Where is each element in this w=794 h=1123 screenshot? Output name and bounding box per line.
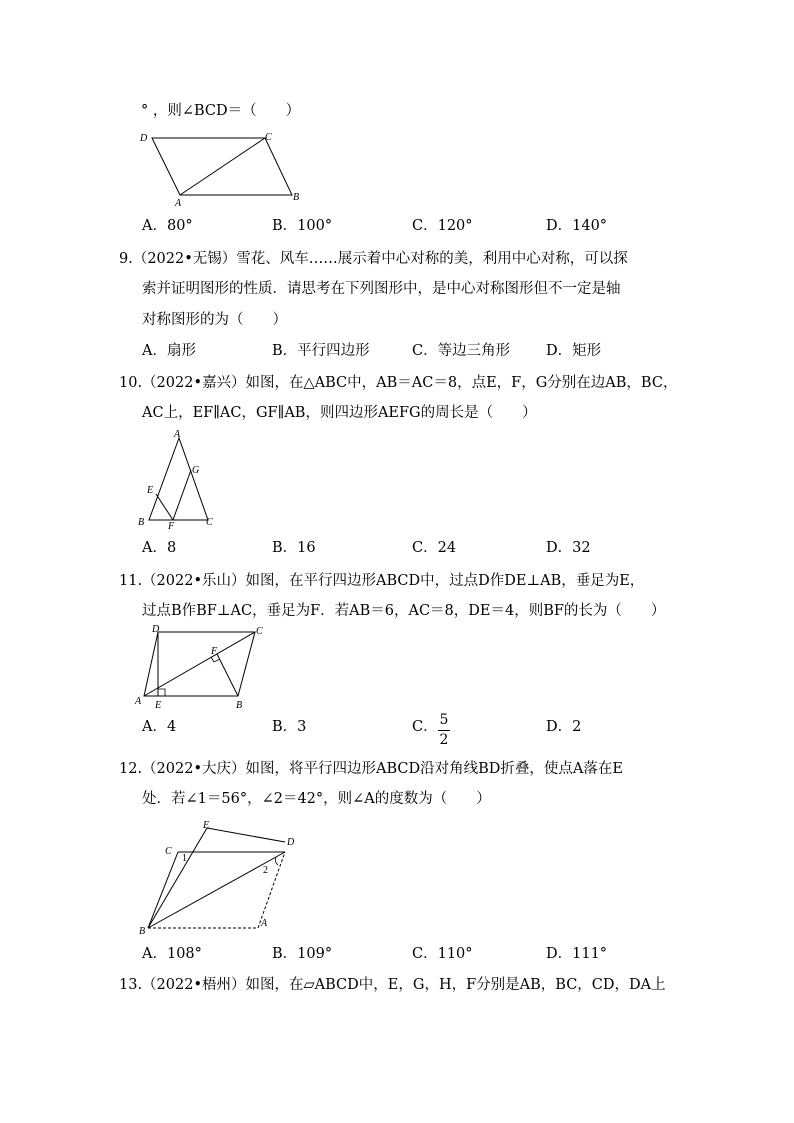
q10-label-B: B [138, 517, 145, 528]
q10-figure-triangle [130, 425, 230, 530]
q8-option-a[interactable]: A．80° [142, 218, 193, 234]
q8-figure-parallelogram [130, 128, 310, 208]
q10-label-C: C [206, 517, 213, 528]
q11-option-c[interactable]: C． [412, 719, 438, 735]
q9-line1: 9.（2022•无锡）雪花、风车……展示着中心对称的美，利用中心对称，可以探 [119, 251, 628, 267]
q10-line2: AC上，EF∥AC，GF∥AB，则四边形AEFG的周长是（ ） [142, 405, 537, 421]
q11-line2: 过点B作BF⊥AC，垂足为F．若AB＝6，AC＝8，DE＝4，则BF的长为（ ） [142, 603, 666, 619]
q12-label-A: A [261, 918, 268, 929]
q9-line3: 对称图形的为（ ） [142, 312, 287, 328]
q12-label-D: D [287, 837, 295, 848]
q12-label-angle-1: 1 [182, 853, 187, 864]
q8-label-D: D [140, 133, 148, 144]
q12-option-a[interactable]: A．108° [142, 946, 202, 962]
q10-option-b[interactable]: B．16 [272, 540, 316, 556]
q8-label-B: B [293, 192, 300, 203]
q8-label-A: A [175, 198, 182, 209]
q12-figure-folded-parallelogram [130, 818, 310, 938]
q9-option-b[interactable]: B．平行四边形 [272, 343, 370, 359]
q9-option-a[interactable]: A．扇形 [142, 343, 196, 359]
q11-label-C: C [256, 626, 263, 637]
q9-option-c[interactable]: C．等边三角形 [412, 343, 511, 359]
q12-line1: 12.（2022•大庆）如图，将平行四边形ABCD沿对角线BD折叠，使点A落在E [119, 761, 623, 777]
q8-option-c[interactable]: C．120° [412, 218, 473, 234]
q11-option-c-denominator: 2 [439, 732, 449, 748]
q12-label-E: E [203, 820, 210, 831]
q10-label-G: G [192, 465, 200, 476]
q11-label-D: D [152, 624, 160, 635]
q10-label-A: A [174, 429, 181, 440]
q11-label-F: F [211, 646, 218, 657]
q11-figure-parallelogram [130, 622, 270, 712]
q12-option-b[interactable]: B．109° [272, 946, 333, 962]
q9-line2: 索并证明图形的性质．请思考在下列图形中，是中心对称图形但不一定是轴 [142, 281, 621, 297]
q10-label-F: F [168, 521, 175, 532]
q11-option-a[interactable]: A．4 [142, 719, 177, 735]
q10-option-c[interactable]: C．24 [412, 540, 457, 556]
q12-line2: 处．若∠1＝56°，∠2＝42°，则∠A的度数为（ ） [142, 791, 491, 807]
q12-label-C: C [165, 846, 172, 857]
q12-option-d[interactable]: D．111° [546, 946, 608, 962]
q10-line1: 10.（2022•嘉兴）如图，在△ABC中，AB＝AC＝8，点E，F，G分别在边AB，BC， [119, 375, 678, 391]
q10-option-d[interactable]: D．32 [546, 540, 591, 556]
q8-label-C: C [265, 132, 272, 143]
q11-label-E: E [155, 700, 162, 711]
q11-label-B: B [236, 700, 243, 711]
q10-label-E: E [147, 485, 154, 496]
q11-option-b[interactable]: B．3 [272, 719, 307, 735]
q11-label-A: A [135, 696, 142, 707]
q12-label-angle-2: 2 [263, 865, 268, 876]
q8-option-d[interactable]: D．140° [546, 218, 608, 234]
q11-option-c-numerator: 5 [439, 712, 449, 728]
q8-option-b[interactable]: B．100° [272, 218, 333, 234]
q12-label-B: B [139, 926, 146, 937]
q10-option-a[interactable]: A．8 [142, 540, 177, 556]
q12-option-c[interactable]: C．110° [412, 946, 473, 962]
q11-option-c-fraction-bar [438, 730, 450, 731]
q9-option-d[interactable]: D．矩形 [546, 343, 602, 359]
q8-stem-tail: ° ，则∠BCD＝（ ） [141, 103, 301, 119]
q11-option-d[interactable]: D．2 [546, 719, 582, 735]
q13-line1: 13.（2022•梧州）如图，在▱ABCD中，E，G，H，F分别是AB，BC，CD，DA上 [119, 977, 666, 993]
q11-line1: 11.（2022•乐山）如图，在平行四边形ABCD中，过点D作DE⊥AB，垂足为E， [119, 573, 645, 589]
